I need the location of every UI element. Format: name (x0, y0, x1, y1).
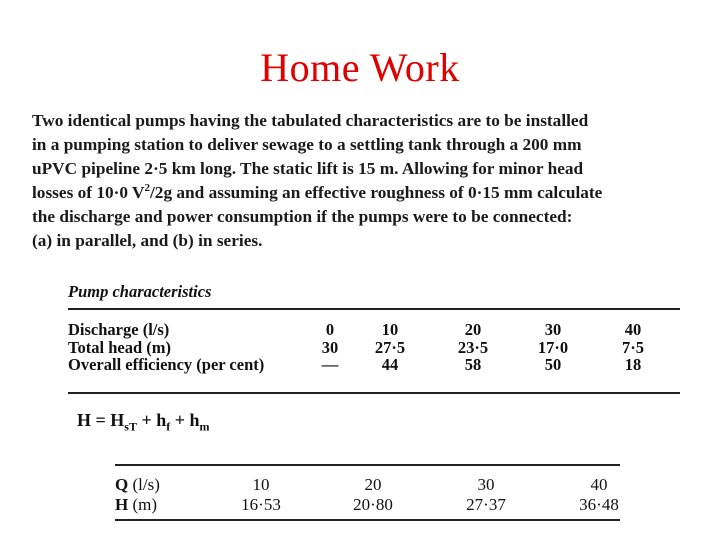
problem-line: in a pumping station to deliver sewage to a settling tank through a 200 mm (32, 134, 582, 154)
problem-line: (a) in parallel, and (b) in series. (32, 230, 263, 250)
row-label (115, 475, 160, 495)
eq-subscript: m (199, 419, 210, 434)
row-label (115, 495, 157, 515)
problem-text: /2g and assuming an effective roughness of 0·15 mm calculate (150, 182, 603, 202)
eq-symbol: h (156, 410, 167, 430)
table-cell: 30 (321, 337, 339, 357)
row-label: Overall efficiency (per cent) (68, 355, 265, 374)
row-label-unit: (m) (128, 495, 158, 514)
table-row (68, 338, 680, 356)
table-cell: 10 (381, 320, 399, 339)
table-cell: 18 (624, 355, 642, 374)
table-cell: 30 (477, 475, 495, 494)
pump-table-caption: Pump characteristics (68, 282, 212, 301)
table-cell: 20 (364, 475, 382, 494)
table-row (115, 495, 620, 515)
row-label-symbol: Q (115, 475, 129, 494)
table-rule-bottom (68, 392, 680, 394)
eq-subscript: f (166, 419, 171, 434)
problem-line: Two identical pumps having the tabulated characteristics are to be installed (32, 111, 589, 130)
table-cell: 44 (381, 355, 399, 374)
table-cell: 40 (624, 320, 642, 339)
table-cell: — (321, 355, 339, 374)
table2-rule-top (115, 464, 620, 466)
table-cell: 58 (464, 355, 482, 374)
table-cell: 27·5 (374, 337, 406, 357)
table-row (68, 355, 680, 373)
exponent: 2 (144, 181, 150, 194)
table-cell: 20·80 (353, 495, 393, 514)
eq-symbol: h (189, 410, 200, 430)
table-rule-top (68, 308, 680, 310)
table-cell: 23·5 (457, 337, 489, 357)
eq-subscript: sT (124, 419, 137, 434)
page-title: Home Work (260, 45, 460, 90)
table-cell: 7·5 (621, 337, 644, 357)
eq-operator: = (91, 410, 111, 430)
table-cell: 0 (325, 320, 335, 339)
row-label-symbol: H (115, 495, 129, 514)
head-equation (77, 410, 210, 434)
table2-rule-bottom (115, 519, 620, 521)
problem-line: the discharge and power consumption if the pumps were to be connected: (32, 206, 573, 226)
eq-symbol: H (77, 410, 92, 430)
problem-statement (32, 109, 704, 252)
table-cell: 27·37 (466, 495, 506, 514)
table-cell: 40 (590, 475, 608, 494)
eq-operator: + (136, 410, 157, 430)
problem-line (32, 181, 704, 205)
eq-operator: + (170, 410, 190, 430)
table-cell: 16·53 (241, 495, 281, 514)
problem-line: uPVC pipeline 2·5 km long. The static lift is 15 m. Allowing for minor head (32, 158, 584, 178)
eq-symbol: H (110, 410, 125, 430)
table-cell: 36·48 (579, 495, 619, 514)
table-cell: 30 (544, 320, 562, 339)
table-cell: 20 (464, 320, 482, 339)
problem-text: losses of 10·0 V (32, 182, 145, 202)
pump-characteristics-table (68, 320, 680, 373)
table-row (68, 320, 680, 338)
table-cell: 10 (252, 475, 270, 494)
row-label: Discharge (l/s) (68, 320, 170, 339)
table-row (115, 475, 620, 495)
row-label: Total head (m) (68, 337, 171, 357)
row-label-unit: (l/s) (128, 475, 160, 494)
table-cell: 17·0 (537, 337, 569, 357)
table-cell: 50 (544, 355, 562, 374)
system-curve-table (115, 475, 620, 515)
